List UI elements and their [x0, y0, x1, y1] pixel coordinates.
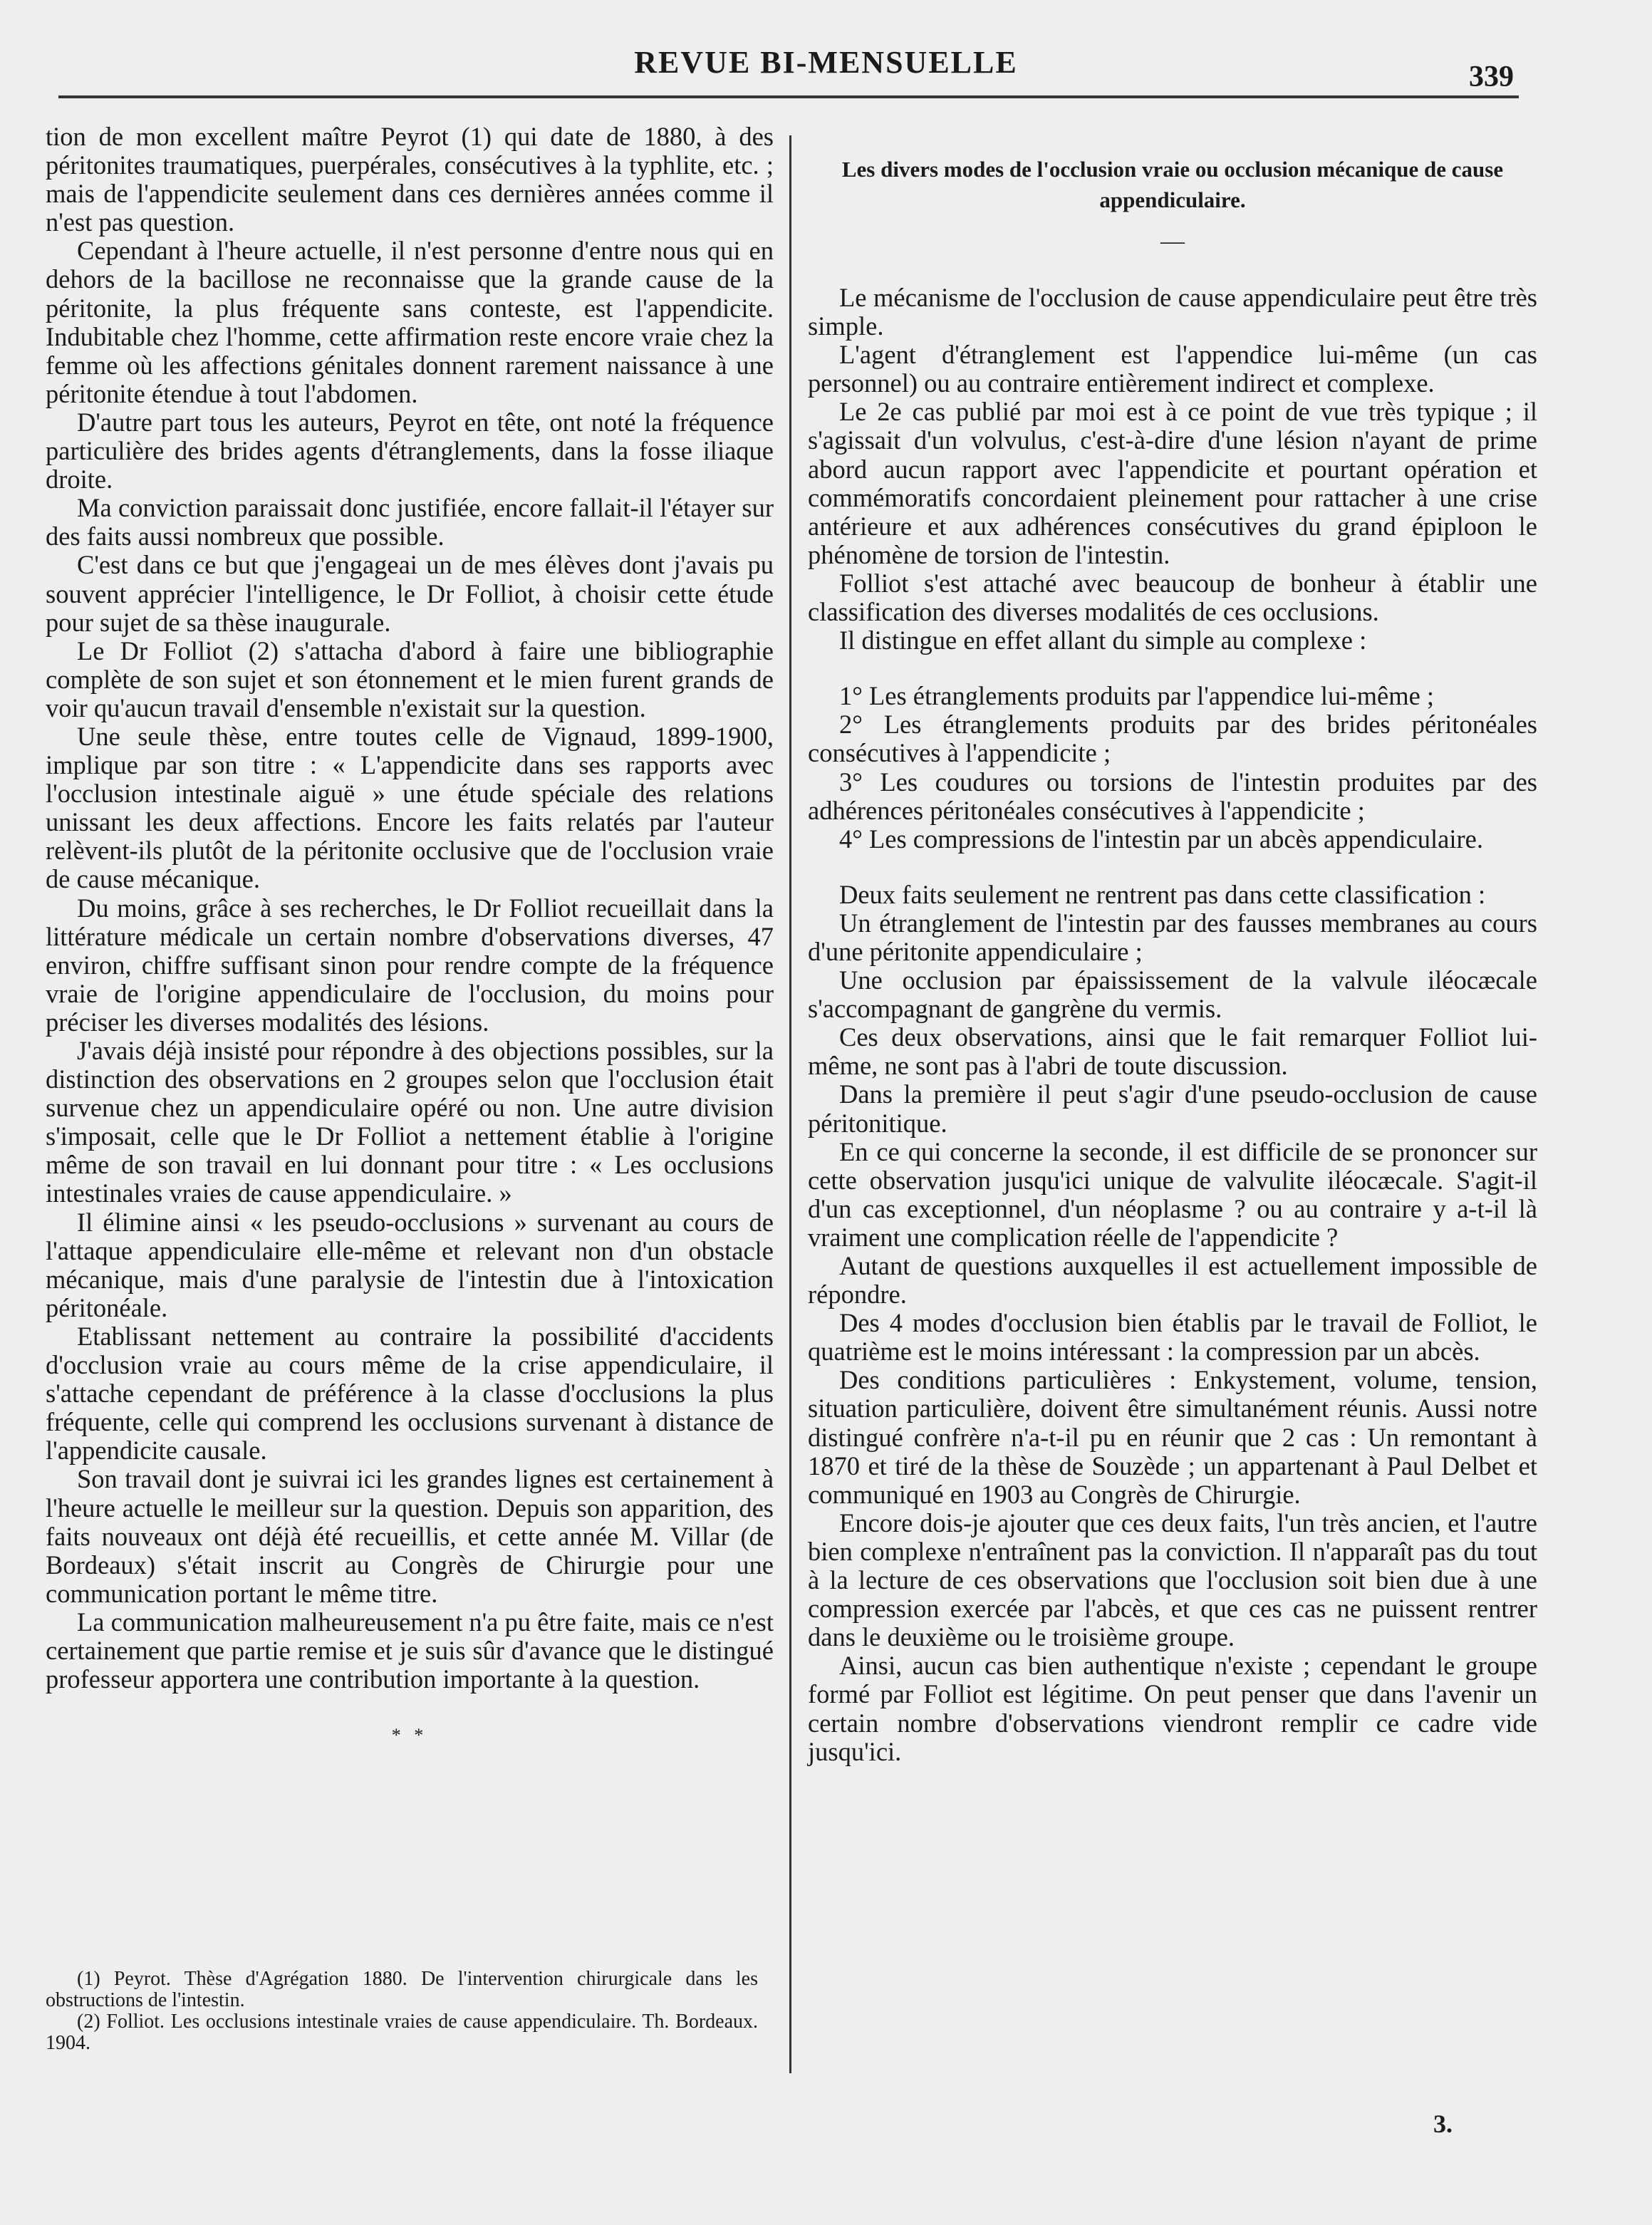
page-number: 339 — [1469, 61, 1514, 93]
right-column — [808, 123, 1537, 1766]
paragraph: Deux faits seulement ne rentrent pas dans cette classification : — [839, 879, 1486, 909]
paragraph: Des conditions particulières : Enkystement, volume, tension, situation particulière, doivent être simultanément réunis. Aussi notre distingué confrère n'a-t-il pu en réunir que 2 cas : Un remontant à 1870 et tiré de la thèse de Souzède ; un appartenant à Paul Delbet et communiqué en 1903 au Congrès de Chirurgie. — [808, 1365, 1537, 1509]
header-rule — [58, 95, 1519, 98]
running-title: REVUE BI-MENSUELLE — [634, 45, 1018, 80]
paragraph: Autant de questions auxquelles il est actuellement impossible de répondre. — [808, 1251, 1537, 1309]
left-column — [46, 123, 774, 1746]
paragraph: Folliot s'est attaché avec beaucoup de bonheur à établir une classification des diverses modalités de ces occlusions. — [808, 568, 1537, 627]
list-item: 2° Les étranglements produits par des brides péritonéales consécutives à l'appendicite ; — [808, 710, 1537, 768]
paragraph: Ainsi, aucun cas bien authentique n'existe ; cependant le groupe formé par Folliot est légitime. On peut penser que dans l'avenir un certain nombre d'observations viendront remplir ce cadre vide jusqu'ici. — [808, 1651, 1537, 1766]
paragraph: Du moins, grâce à ses recherches, le Dr Folliot recueillait dans la littérature médicale un certain nombre d'observations diverses, 47 environ, chiffre suffisant sinon pour rendre compte de la fréquence vraie de l'origine appendiculaire de l'occlusion, du moins pour préciser les diverses modalités des lésions. — [46, 893, 774, 1037]
footnotes — [46, 1969, 758, 2054]
paragraph: J'avais déjà insisté pour répondre à des objections possibles, sur la distinction des observations en 2 groupes selon que l'occlusion était survenue chez un appendiculaire opéré ou non. Une autre division s'imposait, celle que le Dr Folliot a nettement établie à l'origine même de son travail en lui donnant pour titre : « Les occlusions intestinales vraies de cause appendiculaire. » — [46, 1036, 774, 1208]
paragraph: C'est dans ce but que j'engageai un de mes élèves dont j'avais pu souvent apprécier l'intelligence, le Dr Folliot, à choisir cette étude pour sujet de sa thèse inaugurale. — [46, 550, 774, 637]
list-item: 4° Les compressions de l'intestin par un abcès appendiculaire. — [839, 824, 1483, 854]
paragraph: La communication malheureusement n'a pu être faite, mais ce n'est certainement que partie remise et je suis sûr d'avance que le distingué professeur apportera une contribution importante à la question. — [46, 1607, 774, 1694]
spacer — [808, 854, 1537, 881]
paragraph: Des 4 modes d'occlusion bien établis par le travail de Folliot, le quatrième est le moins intéressant : la compression par un abcès. — [808, 1308, 1537, 1366]
section-dash: — — [1160, 228, 1185, 254]
footnote: (2) Folliot. Les occlusions intestinale vraies de cause appendiculaire. Th. Bordeaux. 1904. — [46, 2011, 758, 2054]
paragraph: En ce qui concerne la seconde, il est difficile de se prononcer sur cette observation jusqu'ici unique de valvulite iléocæcale. S'agit-il d'un cas exceptionnel, d'un néoplasme ? ou au contraire y a-t-il là vraiment une complication réelle de l'appendicite ? — [808, 1136, 1537, 1252]
paragraph: Il élimine ainsi « les pseudo-occlusions » survenant au cours de l'attaque appendiculaire elle-même et relevant non d'un obstacle mécanique, mais d'une paralysie de l'intestin due à l'intoxication péritonéale. — [46, 1207, 774, 1322]
paragraph: Etablissant nettement au contraire la possibilité d'accidents d'occlusion vraie au cours même de la crise appendiculaire, il s'attache cependant de préférence à la classe d'occlusions la plus fréquente, celle qui comprend les occlusions survenant à distance de l'appendicite causale. — [46, 1321, 774, 1466]
paragraph: Le mécanisme de l'occlusion de cause appendiculaire peut être très simple. — [808, 283, 1537, 341]
paragraph: Il distingue en effet allant du simple au complexe : — [839, 626, 1367, 655]
asterism: * * — [391, 1725, 428, 1746]
paragraph: L'agent d'étranglement est l'appendice lui-même (un cas personnel) ou au contraire entièrement indirect et complexe. — [808, 340, 1537, 398]
paragraph: Son travail dont je suivrai ici les grandes lignes est certainement à l'heure actuelle le meilleur sur la question. Depuis son apparition, des faits nouveaux ont déjà été recueillis, et cette année M. Villar (de Bordeaux) s'était inscrit au Congrès de Chirurgie pour une communication portant le même titre. — [46, 1464, 774, 1608]
section-title: Les divers modes de l'occlusion vraie ou occlusion mécanique de cause appendiculaire. — [841, 157, 1504, 212]
paragraph: Le 2e cas publié par moi est à ce point de vue très typique ; il s'agissait d'un volvulus, c'est-à-dire d'une lésion n'ayant de prime abord aucun rapport avec l'appendicite et pourtant opération et commémoratifs concordaient pleinement pour rattacher à une crise antérieure et aux adhérences consécutives du grand épiploon le phénomène de torsion de l'intestin. — [808, 397, 1537, 569]
paragraph: Une seule thèse, entre toutes celle de Vignaud, 1899-1900, implique par son titre : « L'appendicite dans ses rapports avec l'occlusion intestinale aiguë » une étude spéciale des relations unissant les deux affections. Encore les faits relatés par l'auteur relèvent-ils plutôt de la péritonite occlusive que de l'occlusion vraie de cause mécanique. — [46, 721, 774, 894]
list-item: 3° Les coudures ou torsions de l'intestin produites par des adhérences péritonéales consécutives à l'appendicite ; — [808, 767, 1537, 825]
spacer — [808, 655, 1537, 682]
sheet-number: 3. — [1433, 2110, 1453, 2138]
paragraph: D'autre part tous les auteurs, Peyrot en tête, ont noté la fréquence particulière des brides agents d'étranglements, dans la fosse iliaque droite. — [46, 407, 774, 494]
paragraph: tion de mon excellent maître Peyrot (1) qui date de 1880, à des péritonites traumatiques, puerpérales, consécutives à la typhlite, etc. ; mais de l'appendicite seulement dans ces dernières années comme il n'est pas question. — [46, 122, 774, 237]
paragraph: Ma conviction paraissait donc justifiée, encore fallait-il l'étayer sur des faits aussi nombreux que possible. — [46, 493, 774, 551]
column-divider — [789, 135, 791, 2073]
footnote: (1) Peyrot. Thèse d'Agrégation 1880. De l'intervention chirurgicale dans les obstructions de l'intestin. — [46, 1968, 758, 2011]
paragraph: Encore dois-je ajouter que ces deux faits, l'un très ancien, et l'autre bien complexe n'entraînent pas la conviction. Il n'apparaît pas du tout à la lecture de ces observations que l'occlusion soit bien due à une compression exercée par l'abcès, et que ces cas ne puissent rentrer dans le deuxième ou le troisième groupe. — [808, 1508, 1537, 1652]
paragraph: Un étranglement de l'intestin par des fausses membranes au cours d'une péritonite appendiculaire ; — [808, 908, 1537, 966]
paragraph: Cependant à l'heure actuelle, il n'est personne d'entre nous qui en dehors de la bacillose ne reconnaisse que la grande cause de la péritonite, la plus fréquente sans conteste, est l'appendicite. Indubitable chez l'homme, cette affirmation reste encore vraie chez la femme où les affections génitales donnent rarement naissance à une péritonite étendue à tout l'abdomen. — [46, 236, 774, 408]
paragraph: Dans la première il peut s'agir d'une pseudo-occlusion de cause péritonitique. — [808, 1079, 1537, 1138]
paragraph: Une occlusion par épaississement de la valvule iléocæcale s'accompagnant de gangrène du vermis. — [808, 965, 1537, 1024]
paragraph: Le Dr Folliot (2) s'attacha d'abord à faire une bibliographie complète de son sujet et son étonnement et le mien furent grands de voir qu'aucun travail d'ensemble n'existait sur la question. — [46, 636, 774, 722]
paragraph: Ces deux observations, ainsi que le fait remarquer Folliot lui-même, ne sont pas à l'abri de toute discussion. — [808, 1022, 1537, 1081]
list-item: 1° Les étranglements produits par l'appendice lui-même ; — [839, 681, 1435, 711]
